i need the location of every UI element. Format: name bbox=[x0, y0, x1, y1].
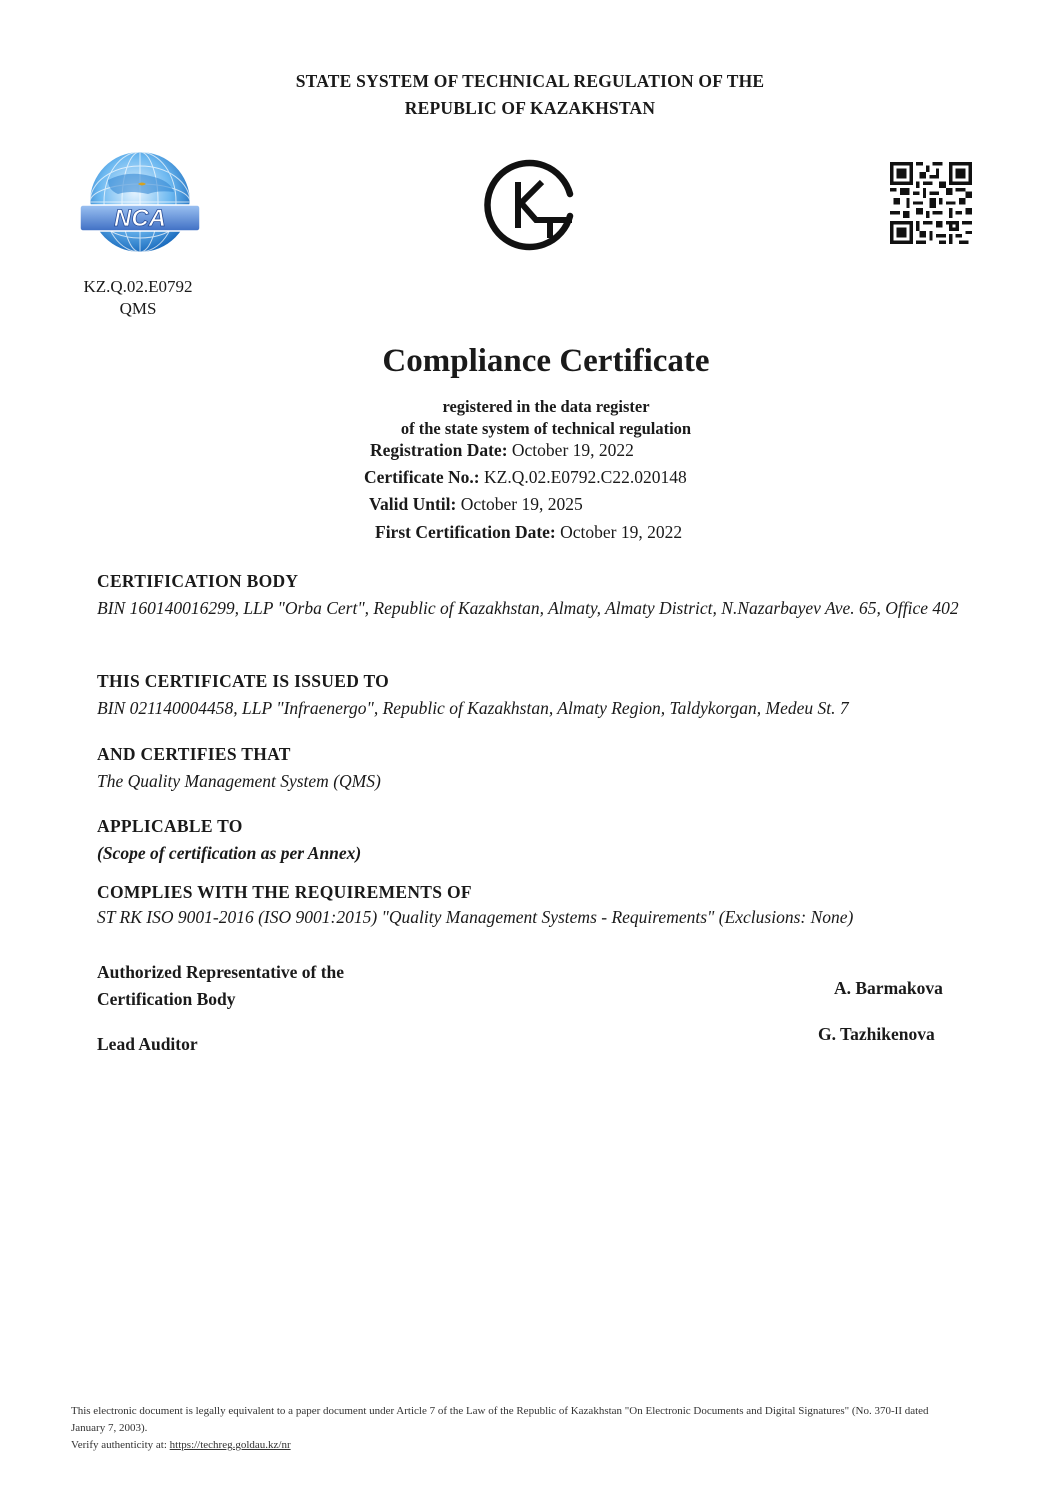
issued-to-text: BIN 021140004458, LLP "Infraenergo", Republic of Kazakhstan, Almaty Region, Taldykorgan, Medeu St. 7 bbox=[97, 698, 849, 718]
nca-accreditation-block bbox=[60, 276, 216, 320]
footer-legal-text: This electronic document is legally equivalent to a paper document under Article 7 of the Law of the Republic of Kazakhstan "On Electronic Documents and Digital Signatures" (No. 370-II dated January 7, 2003). bbox=[71, 1405, 929, 1434]
registration-date-label: Registration Date: bbox=[370, 440, 508, 460]
certifies-text: The Quality Management System (QMS) bbox=[97, 771, 381, 791]
footer-verify-line bbox=[71, 1437, 951, 1454]
certificate-number-value: KZ.Q.02.E0792.C22.020148 bbox=[484, 467, 687, 487]
subtitle-line-1: registered in the data register bbox=[442, 397, 650, 416]
valid-until bbox=[369, 494, 583, 515]
registration-date bbox=[370, 440, 634, 461]
legal-footer bbox=[71, 1403, 951, 1454]
complies-heading: COMPLIES WITH THE REQUIREMENTS OF bbox=[97, 882, 472, 902]
complies-section bbox=[97, 880, 912, 929]
nca-scheme: QMS bbox=[119, 299, 157, 318]
nca-logo-text: NCA bbox=[114, 205, 166, 232]
nca-globe-logo bbox=[78, 150, 202, 256]
certificate-number bbox=[364, 467, 687, 488]
nca-code: KZ.Q.02.E0792 bbox=[83, 277, 193, 296]
applicable-heading: APPLICABLE TO bbox=[97, 816, 243, 836]
rep-label-line-1: Authorized Representative of the bbox=[97, 962, 345, 982]
register-subtitle bbox=[0, 396, 1060, 440]
certificate-number-label: Certificate No.: bbox=[364, 467, 480, 487]
kz-conformity-mark bbox=[484, 154, 580, 254]
first-certification-value: October 19, 2022 bbox=[560, 522, 683, 542]
authorized-representative-label bbox=[97, 959, 344, 1013]
issued-to-heading: THIS CERTIFICATE IS ISSUED TO bbox=[97, 671, 390, 691]
applicable-text: (Scope of certification as per Annex) bbox=[97, 843, 362, 863]
complies-text: ST RK ISO 9001-2016 (ISO 9001:2015) "Quality Management Systems - Requirements" (Exclusions: None) bbox=[97, 907, 854, 927]
lead-auditor-label: Lead Auditor bbox=[97, 1034, 198, 1054]
certification-body-heading: CERTIFICATION BODY bbox=[97, 571, 299, 591]
certifies-section bbox=[97, 742, 967, 795]
certifies-heading: AND CERTIFIES THAT bbox=[97, 744, 291, 764]
applicable-section bbox=[97, 814, 967, 867]
state-system-header bbox=[0, 68, 1060, 122]
header-line-2: REPUBLIC OF KAZAKHSTAN bbox=[404, 98, 656, 118]
valid-until-value: October 19, 2025 bbox=[460, 494, 583, 514]
verify-link[interactable]: https://techreg.goldau.kz/nr bbox=[169, 1439, 291, 1451]
footer-verify-label: Verify authenticity at: bbox=[71, 1439, 167, 1451]
first-certification-label: First Certification Date: bbox=[375, 522, 556, 542]
qr-code-icon[interactable] bbox=[890, 162, 972, 244]
issued-to-section bbox=[97, 669, 967, 722]
page-title: Compliance Certificate bbox=[382, 343, 710, 379]
first-certification-date bbox=[375, 522, 682, 543]
subtitle-line-2: of the state system of technical regulation bbox=[400, 419, 692, 438]
registration-date-value: October 19, 2022 bbox=[511, 440, 634, 460]
certification-body-section bbox=[97, 569, 967, 622]
lead-auditor-name: G. Tazhikenova bbox=[818, 1024, 935, 1044]
certification-body-text: BIN 160140016299, LLP "Orba Cert", Republic of Kazakhstan, Almaty, Almaty District, N.Nazarbayev Ave. 65, Office 402 bbox=[97, 598, 959, 618]
representative-name: A. Barmakova bbox=[834, 978, 943, 998]
rep-label-line-2: Certification Body bbox=[97, 989, 236, 1009]
valid-until-label: Valid Until: bbox=[369, 494, 457, 514]
header-line-1: STATE SYSTEM OF TECHNICAL REGULATION OF THE bbox=[295, 71, 765, 91]
